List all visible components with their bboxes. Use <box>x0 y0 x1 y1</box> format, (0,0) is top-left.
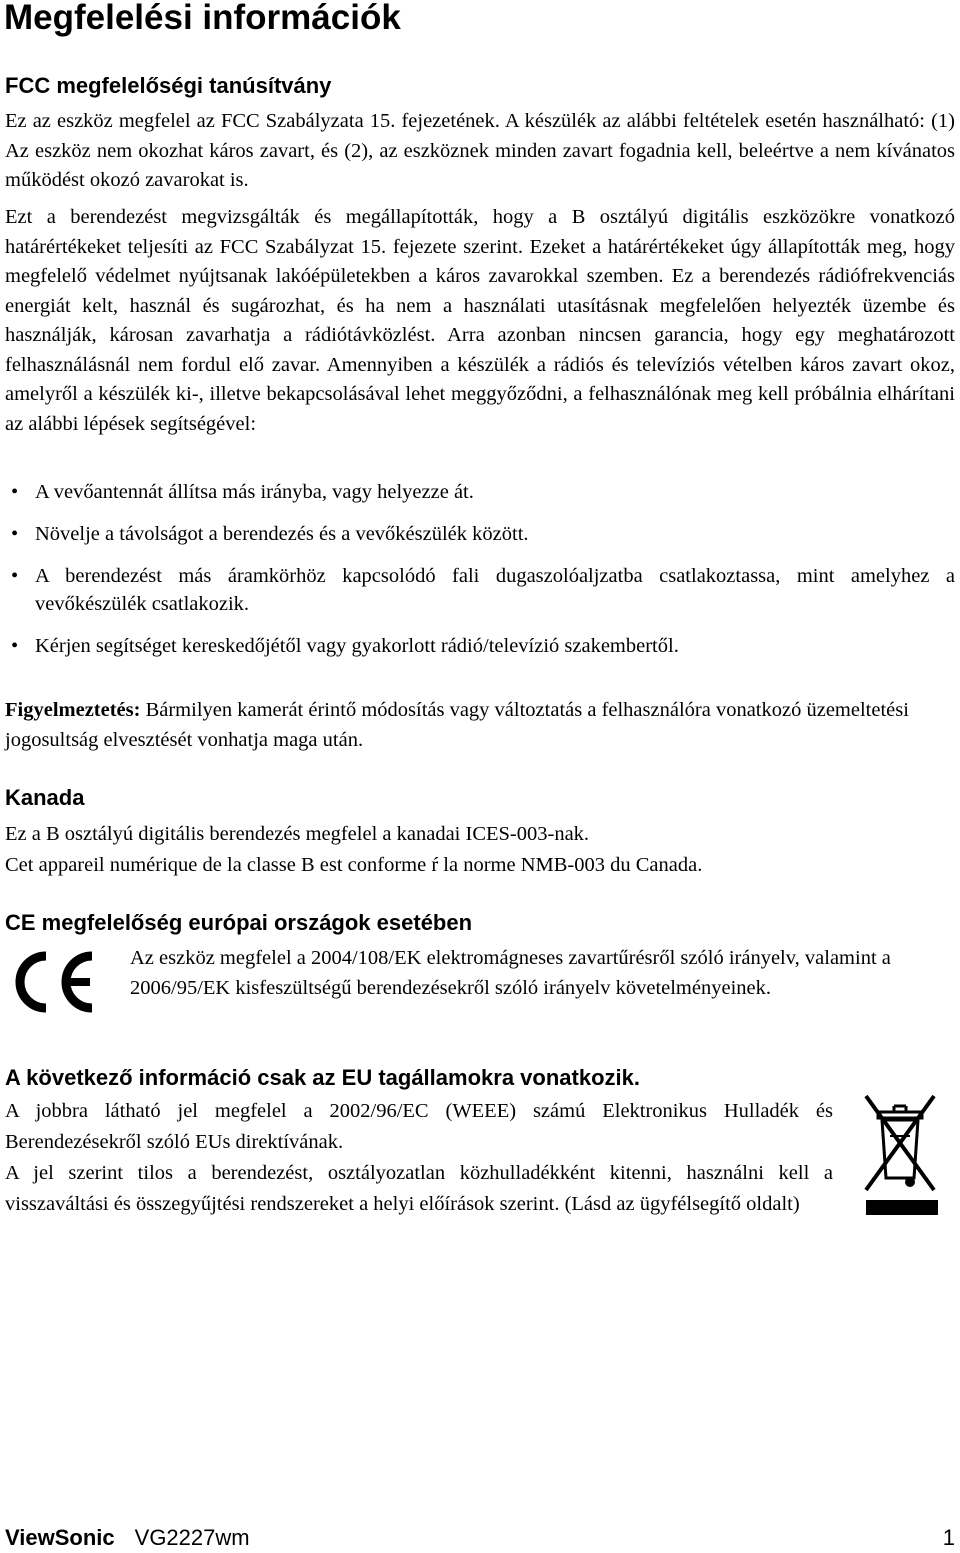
canada-heading: Kanada <box>5 785 85 810</box>
weee-paragraph-1: A jobbra látható jel megfelel a 2002/96/EC (WEEE) számú Elektronikus Hulladék és Berendezésekről szóló EUs direktívának. <box>5 1100 833 1153</box>
bullet-icon: • <box>11 635 19 657</box>
footer-brand: ViewSonic <box>5 1525 115 1550</box>
ce-heading: CE megfelelőség európai országok esetében <box>5 910 473 935</box>
footer-model: VG2227wm <box>134 1525 250 1550</box>
warning-text: Bármilyen kamerát érintő módosítás vagy változtatás a felhasználóra vonatkozó üzemeltetési jogosultság elvesztését vonhatja maga után. <box>5 699 909 751</box>
page-footer <box>5 1525 955 1551</box>
list-item-text: A vevőantennát állítsa más irányba, vagy helyezze át. <box>35 481 474 503</box>
fcc-heading: FCC megfelelőségi tanúsítvány <box>5 73 332 98</box>
bullet-icon: • <box>11 481 19 503</box>
bullet-icon: • <box>11 565 19 587</box>
bullet-icon: • <box>11 523 19 545</box>
warning-paragraph <box>5 696 955 755</box>
ce-compliance-text: Az eszköz megfelel a 2004/108/EK elektromágneses zavartűrésről szóló irányelv, valamint a 2006/95/EK kisfeszültségű berendezésekről szóló irányelv követelményeinek. <box>130 947 891 999</box>
list-item <box>5 520 955 548</box>
list-item <box>5 632 955 660</box>
fcc-paragraph-2: Ezt a berendezést megvizsgálták és megállapították, hogy a B osztályú digitális eszközökre vonatkozó határértékeket teljesíti az FCC Szabályzat 15. fejezete szerint. Ezeket a határértékeket úgy állapították meg, hogy megfelelő védelmet nyújtsanak lakóépületekben a káros zavarokkal szemben. Ez a berendezés rádiófrekvenciás energiát kelt, használ és sugározhat, és ha nem a használati utasításnak megfelelően helyezték üzembe és használják, károsan zavarhatja a rádiótávközlést. Arra azonban nincsen garancia, hogy egy meghatározott felhasználásnál nem fordul elő zavar. Amennyiben a készülék a rádiós és televíziós vételben káros zavart okoz, amelyről a készülék ki-, illetve bekapcsolásával lehet meggyőződni, a felhasználónak meg kell próbálnia elhárítani az alábbi lépések segítségével: <box>5 206 955 435</box>
list-item <box>5 478 955 506</box>
page-number: 1 <box>942 1525 955 1550</box>
warning-label: Figyelmeztetés: <box>5 699 141 721</box>
canada-line-en: Ez a B osztályú digitális berendezés megfelel a kanadai ICES-003-nak. <box>5 823 590 845</box>
fcc-paragraph-1: Ez az eszköz megfelel az FCC Szabályzata 15. fejezetének. A készülék az alábbi feltételek esetén használható: (1) Az eszköz nem okozhat káros zavart, és (2), az eszköznek minden zavart fogadnia kell, beleértve a nem kívánatos működést okozó zavarokat is. <box>5 110 955 191</box>
list-item <box>5 562 955 618</box>
crossed-out-wheelie-bin-icon <box>860 1090 940 1218</box>
list-item-text: Kérjen segítséget kereskedőjétől vagy gyakorlott rádió/televízió szakembertől. <box>35 635 679 657</box>
interference-remedies-list <box>5 478 955 660</box>
ce-mark-icon <box>14 950 98 1014</box>
weee-paragraph-2: A jel szerint tilos a berendezést, osztályozatlan közhulladékként kitenni, használni kell a visszaváltási és összegyűjtési rendszereket a helyi előírások szerint. (Lásd az ügyfélsegítő oldalt) <box>5 1162 833 1215</box>
list-item-text: Növelje a távolságot a berendezés és a vevőkészülék között. <box>35 523 529 545</box>
page-title: Megfelelési információk <box>4 0 401 37</box>
eu-heading: A következő információ csak az EU tagállamokra vonatkozik. <box>5 1065 640 1090</box>
canada-line-fr: Cet appareil numérique de la classe B est conforme ŕ la norme NMB-003 du Canada. <box>5 854 703 876</box>
list-item-text: A berendezést más áramkörhöz kapcsolódó fali dugaszolóaljzatba csatlakoztassa, mint amelyhez a vevőkészülék csatlakozik. <box>35 565 955 615</box>
weee-text-block <box>5 1096 833 1220</box>
